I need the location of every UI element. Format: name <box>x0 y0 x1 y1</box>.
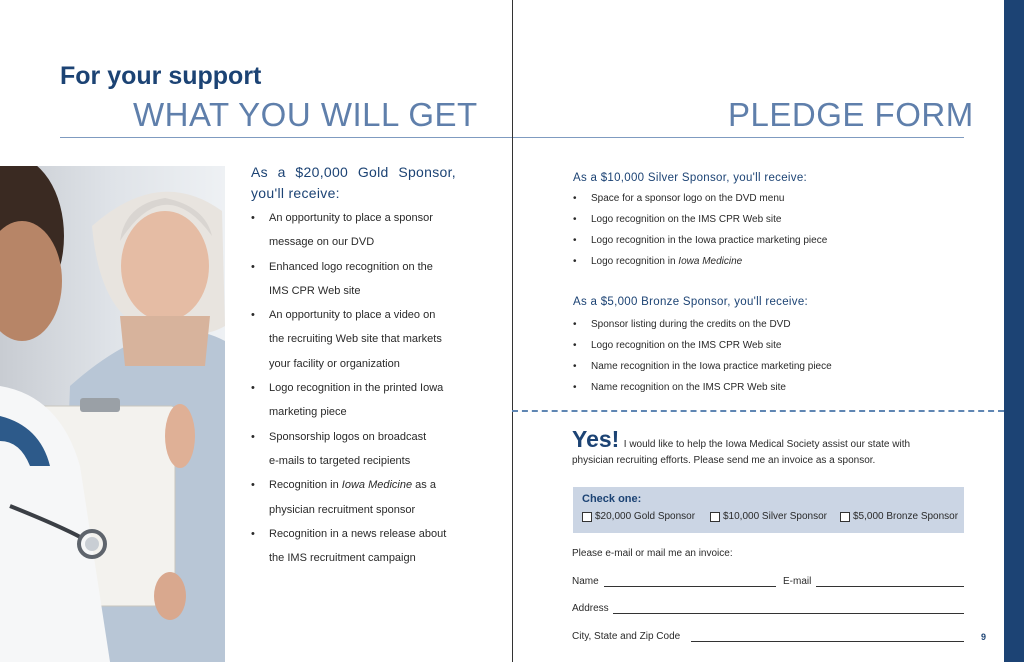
list-item <box>251 425 481 474</box>
publication-title: Iowa Medicine <box>678 256 743 267</box>
bronze-benefits-list <box>573 314 973 398</box>
list-line <box>269 473 481 497</box>
invoice-prompt: Please e-mail or mail me an invoice: <box>572 548 733 559</box>
gold-benefits-list <box>251 206 481 570</box>
silver-sponsor-heading: As a $10,000 Silver Sponsor, you'll receive: <box>573 172 808 184</box>
list-line: e-mails to targeted recipients <box>269 454 411 467</box>
address-field[interactable] <box>613 613 964 614</box>
list-item <box>251 255 481 304</box>
text-segment: as a <box>415 479 436 492</box>
checkbox-label: $20,000 Gold Sponsor <box>595 511 696 522</box>
list-line: physician recruitment sponsor <box>269 503 416 516</box>
doctor-patient-photo <box>0 166 225 662</box>
gold-sponsor-checkbox[interactable] <box>582 511 695 522</box>
publication-title: Iowa Medicine <box>341 479 413 492</box>
checkbox-box[interactable] <box>582 512 592 522</box>
silver-benefits-list <box>573 188 973 272</box>
edge-color-band <box>1004 0 1024 662</box>
email-label: E-mail <box>783 576 812 587</box>
email-field[interactable] <box>816 586 964 587</box>
list-item: • Sponsor listing during the credits on the DVD <box>573 314 973 335</box>
gold-heading-line1: As a $20,000 Gold Sponsor, <box>251 164 456 180</box>
list-item: • Space for a sponsor logo on the DVD menu <box>573 188 973 209</box>
list-line: • An opportunity to place a sponsor <box>269 212 433 224</box>
right-page-title: PLEDGE FORM <box>728 96 974 133</box>
list-item <box>251 376 481 425</box>
list-line: your facility or organization <box>269 357 400 370</box>
left-heading-rule <box>60 137 512 138</box>
list-item: • Name recognition in the Iowa practice marketing piece <box>573 356 973 377</box>
list-line: • Sponsorship logos on broadcast <box>269 430 427 443</box>
list-line: • An opportunity to place a video on <box>269 309 436 322</box>
dashed-separator <box>512 410 1004 412</box>
page-divider <box>512 0 513 662</box>
page-number: 9 <box>981 632 987 642</box>
list-line: marketing piece <box>269 406 347 419</box>
yes-text-line1: I would like to help the Iowa Medical Society assist our state with <box>623 439 911 450</box>
yes-text-line2: physician recruiting efforts. Please send me an invoice as a sponsor. <box>572 455 876 466</box>
list-item <box>251 303 481 376</box>
list-line: message on our DVD <box>269 236 375 249</box>
list-line: the IMS recruitment campaign <box>269 552 416 565</box>
right-heading-rule <box>513 137 964 138</box>
list-line: IMS CPR Web site <box>269 284 361 297</box>
left-page-title: WHAT YOU WILL GET <box>133 96 478 133</box>
checkbox-box[interactable] <box>710 512 720 522</box>
checkbox-label: $5,000 Bronze Sponsor <box>853 511 959 522</box>
list-item <box>251 473 481 522</box>
silver-sponsor-checkbox[interactable] <box>710 511 827 522</box>
text-segment: Logo recognition in <box>591 256 676 267</box>
list-line: • Enhanced logo recognition on the <box>269 260 433 273</box>
text-segment: Recognition in <box>269 479 339 492</box>
list-item: • Logo recognition on the IMS CPR Web site <box>573 209 973 230</box>
list-line: • Recognition in a news release about <box>269 527 447 540</box>
name-label: Name <box>572 576 599 587</box>
gold-sponsor-heading <box>251 162 456 204</box>
list-item: • Logo recognition in the Iowa practice marketing piece <box>573 230 973 251</box>
section-kicker: For your support <box>60 62 262 90</box>
list-item: • Name recognition on the IMS CPR Web site <box>573 377 973 398</box>
checkbox-label: $10,000 Silver Sponsor <box>723 511 827 522</box>
name-field[interactable] <box>604 586 776 587</box>
checkbox-box[interactable] <box>840 512 850 522</box>
gold-heading-line2: you'll receive: <box>251 185 340 201</box>
list-item <box>251 206 481 255</box>
city-state-zip-label: City, State and Zip Code <box>572 631 681 642</box>
check-one-label: Check one: <box>582 493 642 505</box>
list-line: • Logo recognition in the printed Iowa <box>269 382 444 395</box>
address-label: Address <box>572 603 609 614</box>
yes-pledge-statement <box>572 425 972 471</box>
city-state-zip-field[interactable] <box>691 641 964 642</box>
sponsor-choice-panel <box>573 487 964 533</box>
bronze-sponsor-checkbox[interactable] <box>840 511 958 522</box>
bronze-sponsor-heading: As a $5,000 Bronze Sponsor, you'll receive: <box>573 296 809 308</box>
list-item: • Logo recognition on the IMS CPR Web site <box>573 335 973 356</box>
yes-word: Yes! <box>572 426 620 452</box>
list-item <box>573 251 973 272</box>
list-line: the recruiting Web site that markets <box>269 333 442 346</box>
list-item <box>251 522 481 571</box>
